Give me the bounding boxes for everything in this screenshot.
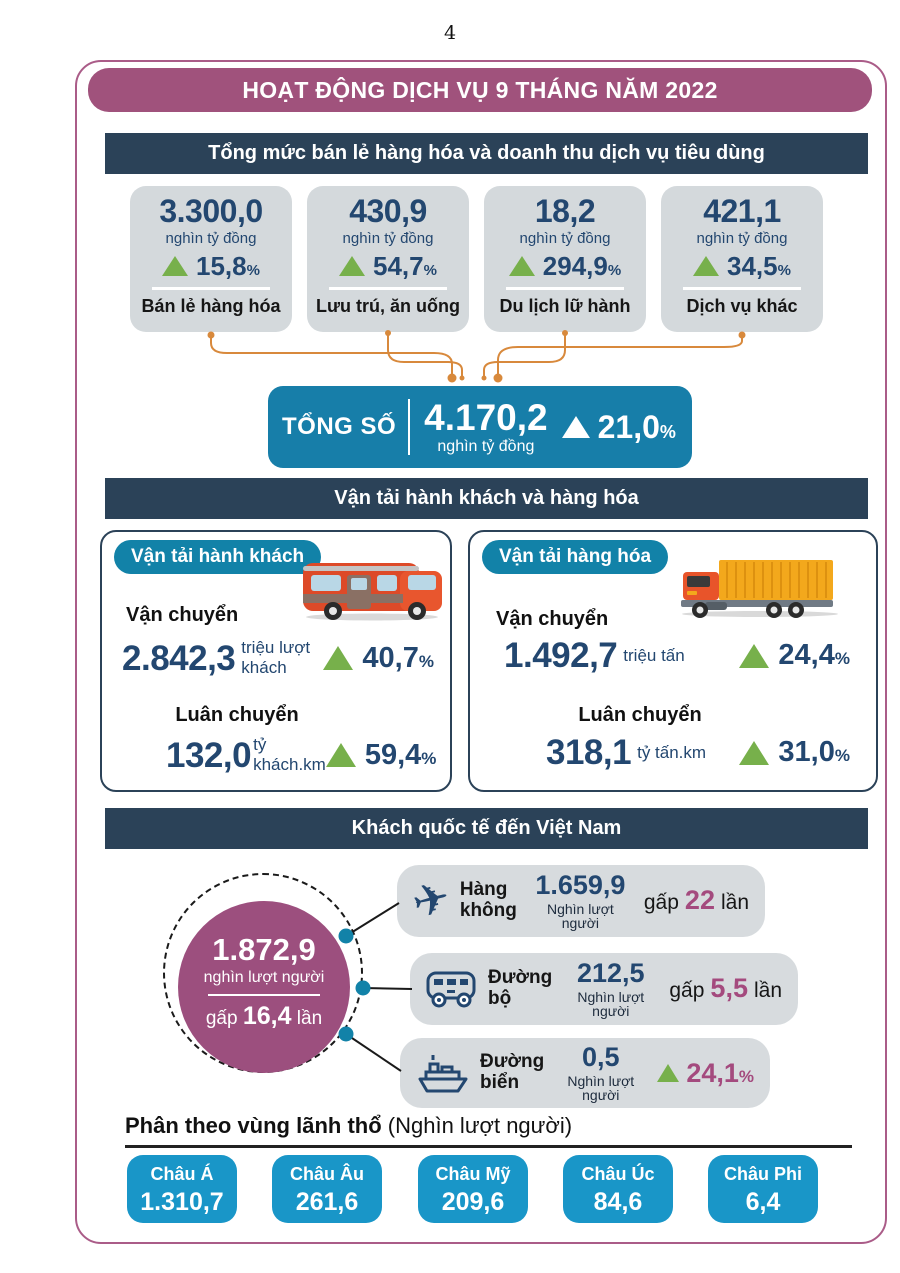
mode-row-sea <box>400 1038 770 1108</box>
stat-growth <box>130 253 292 279</box>
stat-unit: nghìn tỷ đồng <box>519 230 611 247</box>
visitors-total-circle <box>178 901 350 1073</box>
section-transport-title: Vận tải hành khách và hàng hóa <box>334 487 639 509</box>
region-value: 1.310,7 <box>140 1188 224 1216</box>
region-label: Châu Úc <box>581 1164 655 1184</box>
rotation-unit: tỷ khách.km <box>253 735 326 774</box>
stat-label: Dịch vụ khác <box>686 295 798 316</box>
growth-value: 40,7 <box>362 641 419 674</box>
carried-row <box>470 638 876 673</box>
percent-sign: % <box>246 262 260 279</box>
regions-title: Phân theo vùng lãnh thổ (Nghìn lượt người) <box>125 1113 573 1138</box>
ship-icon <box>416 1051 470 1095</box>
mode-number <box>554 1044 647 1102</box>
stat-card-accommodation <box>307 186 469 332</box>
times-value: 16,4 <box>242 1002 292 1030</box>
up-triangle-icon <box>657 1064 679 1082</box>
stat-card-retail <box>130 186 292 332</box>
mode-value: 212,5 <box>577 958 645 988</box>
total-growth: 21,0 <box>597 409 660 445</box>
growth-value: 15,8 <box>196 251 247 281</box>
carried-value: 2.842,3 <box>122 638 236 678</box>
region-label: Châu Mỹ <box>435 1164 511 1184</box>
rotation-row <box>470 735 876 770</box>
mode-label: Hàng không <box>459 879 517 921</box>
airplane-icon: ✈ <box>407 872 456 929</box>
section-transport-header <box>105 478 868 519</box>
total-label: TỔNG SỐ <box>282 413 397 440</box>
region-box-oceania <box>563 1155 673 1223</box>
stat-unit: nghìn tỷ đồng <box>342 230 434 247</box>
growth-value: 294,9 <box>542 251 608 281</box>
growth-value: 31,0 <box>778 736 835 768</box>
stat-label: Bán lẻ hàng hóa <box>141 295 281 316</box>
region-label: Châu Âu <box>290 1164 364 1184</box>
carried-label: Vận chuyển <box>126 604 239 626</box>
mode-number <box>562 960 659 1018</box>
mode-number <box>527 872 634 930</box>
rotation-unit: tỷ tấn.km <box>637 742 707 762</box>
percent-sign: % <box>777 262 791 279</box>
total-value: 4.170,2 <box>424 397 548 438</box>
percent-sign: % <box>834 649 850 668</box>
up-triangle-icon <box>739 644 769 668</box>
stat-growth <box>307 253 469 279</box>
bus-icon <box>426 968 478 1010</box>
passenger-transport-card <box>100 530 452 792</box>
mode-value: 0,5 <box>581 1042 620 1072</box>
divider <box>683 287 801 290</box>
stat-value: 421,1 <box>703 193 781 229</box>
total-bar <box>268 386 692 468</box>
region-label: Châu Á <box>150 1164 214 1184</box>
mode-unit: Nghìn lượt người <box>546 901 614 931</box>
region-box-europe <box>272 1155 382 1223</box>
percent-sign: % <box>421 748 437 768</box>
growth-value: 34,5 <box>727 251 778 281</box>
up-triangle-icon <box>509 256 535 276</box>
page-title: HOẠT ĐỘNG DỊCH VỤ 9 THÁNG NĂM 2022 <box>242 76 718 103</box>
stat-growth <box>484 253 646 279</box>
up-triangle-icon <box>339 256 365 276</box>
stat-value: 430,9 <box>349 193 427 229</box>
growth-value: 24,4 <box>778 639 835 671</box>
up-triangle-icon <box>323 646 353 670</box>
mode-metric: gấp 22 lần <box>643 885 749 915</box>
carried-row <box>102 638 450 678</box>
stat-label: Du lịch lữ hành <box>499 295 631 316</box>
divider <box>408 399 410 455</box>
passenger-card-title: Vận tải hành khách <box>114 540 321 574</box>
stat-value: 18,2 <box>534 193 596 229</box>
times-prefix: gấp <box>205 1008 238 1029</box>
passenger-bus-illustration <box>298 556 446 622</box>
rotation-row <box>102 735 450 775</box>
freight-card-title: Vận tải hàng hóa <box>482 540 668 574</box>
growth-value: 59,4 <box>364 738 422 771</box>
divider <box>152 287 270 290</box>
up-triangle-icon <box>326 743 356 767</box>
mode-label: Đường bộ <box>488 967 553 1009</box>
divider <box>208 994 320 996</box>
page-number: 4 <box>443 22 457 44</box>
region-box-asia <box>127 1155 237 1223</box>
up-triangle-icon <box>162 256 188 276</box>
total-unit: nghìn tỷ đồng <box>437 438 535 455</box>
percent-sign: % <box>418 651 434 671</box>
mode-metric: gấp 5,5 lần <box>669 973 782 1003</box>
stat-card-other-services <box>661 186 823 332</box>
up-triangle-icon <box>739 741 769 765</box>
mode-label: Đường biển <box>480 1051 545 1093</box>
divider <box>329 287 447 290</box>
mode-row-air <box>397 865 765 937</box>
region-label: Châu Phi <box>723 1164 802 1184</box>
mode-row-road <box>410 953 798 1025</box>
freight-transport-card <box>468 530 878 792</box>
stat-growth <box>661 253 823 279</box>
section-visitors-header <box>105 808 868 849</box>
carried-value: 1.492,7 <box>504 636 618 675</box>
carried-unit: triệu tấn <box>623 645 685 665</box>
divider <box>506 287 624 290</box>
stat-unit: nghìn tỷ đồng <box>165 230 257 247</box>
times-suffix: lần <box>296 1008 323 1029</box>
rotation-value: 318,1 <box>546 733 632 772</box>
mode-growth <box>657 1057 754 1088</box>
region-value: 6,4 <box>745 1188 781 1216</box>
mode-unit: Nghìn lượt người <box>577 989 645 1019</box>
divider <box>125 1145 852 1148</box>
stat-unit: nghìn tỷ đồng <box>696 230 788 247</box>
stat-card-tourism <box>484 186 646 332</box>
section-visitors-title: Khách quốc tế đến Việt Nam <box>351 817 622 839</box>
growth-value: 24,1 <box>686 1057 739 1088</box>
percent-sign: % <box>738 1066 754 1086</box>
section-retail-title: Tổng mức bán lẻ hàng hóa và doanh thu dịch vụ tiêu dùng <box>208 142 765 164</box>
growth-value: 54,7 <box>373 251 424 281</box>
region-value: 209,6 <box>441 1188 505 1216</box>
cargo-truck-illustration <box>677 558 843 618</box>
percent-sign: % <box>834 746 850 765</box>
up-triangle-icon <box>562 416 590 438</box>
region-box-africa <box>708 1155 818 1223</box>
carried-label: Vận chuyển <box>496 608 609 630</box>
percent-sign: % <box>659 422 676 442</box>
mode-value: 1.659,9 <box>535 870 626 900</box>
visitors-total-value: 1.872,9 <box>212 932 316 967</box>
visitors-total-unit: nghìn lượt người <box>203 969 325 986</box>
rotation-label: Luân chuyển <box>578 704 702 726</box>
carried-unit: triệu lượt khách <box>241 638 311 677</box>
rotation-value: 132,0 <box>166 735 252 775</box>
mode-unit: Nghìn lượt người <box>567 1073 635 1103</box>
region-value: 84,6 <box>593 1188 643 1216</box>
stat-label: Lưu trú, ăn uống <box>315 295 460 316</box>
percent-sign: % <box>607 262 622 279</box>
stat-value: 3.300,0 <box>159 193 263 229</box>
up-triangle-icon <box>693 256 719 276</box>
main-title-banner <box>88 68 872 112</box>
rotation-label: Luân chuyển <box>175 704 299 726</box>
region-value: 261,6 <box>295 1188 359 1216</box>
region-box-america <box>418 1155 528 1223</box>
visitors-total-times <box>178 1002 350 1031</box>
percent-sign: % <box>423 262 437 279</box>
section-retail-header <box>105 133 868 174</box>
